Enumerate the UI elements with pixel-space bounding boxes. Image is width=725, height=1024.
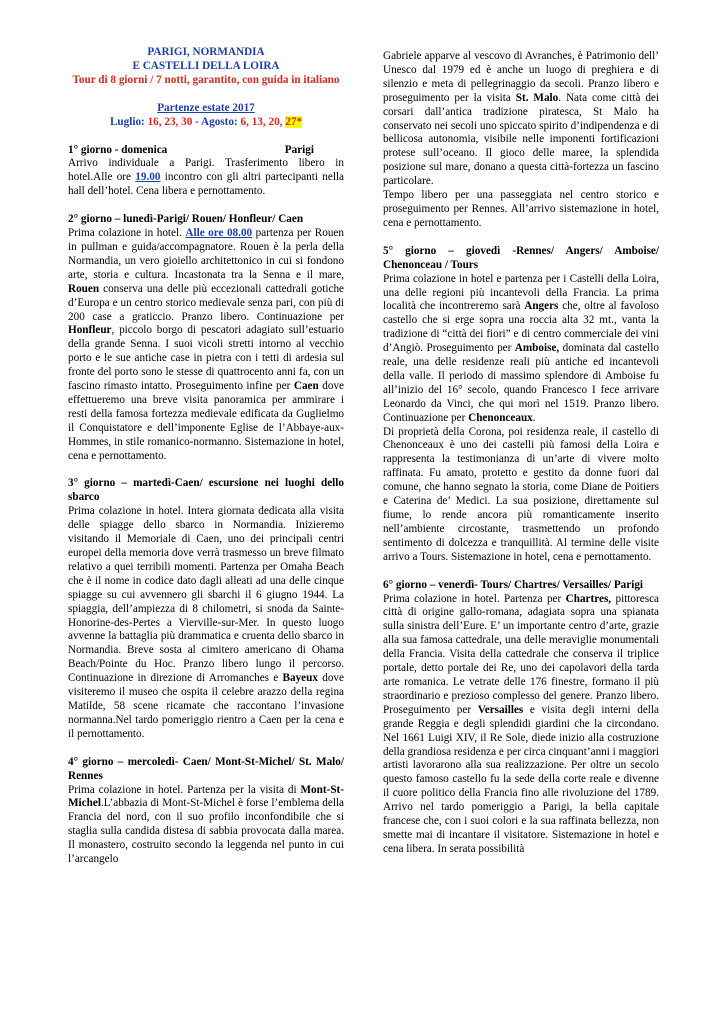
- day1-heading-text: 1° giorno - domenica: [68, 143, 168, 156]
- day4-st-malo: St. Malo: [515, 91, 559, 104]
- day3-text-2: dove visiteremo il museo che ospita il celebre arazzo della regina Matilde, 58 scene ricamate che raccontano l’invasione normanna.Nel tardo pomeriggio rientro a Caen per la cena e il pernottamento.: [68, 672, 344, 740]
- day4-text-2a: .L’abbazia di Mont-St-Michel è forse l’emblema della Francia del nord, con il suo profilo inconfondibile che si staglia sulla candida distesa di sabbia provocata dalla marea. Il monastero, costruito secondo la leggenda nel punto in cui l’arcangelo: [68, 797, 344, 866]
- day6-heading: 6° giorno – venerdì- Tours/ Chartres/ Versailles/ Parigi: [383, 578, 644, 591]
- day2-time: Alle ore 08.00: [185, 227, 253, 240]
- day3-bayeux: Bayeux: [282, 672, 318, 685]
- agosto-dates: 6, 13, 20,: [240, 115, 283, 128]
- agosto-label: - Agosto:: [192, 115, 238, 128]
- day1-heading: [68, 144, 344, 158]
- doc-title-line2: E CASTELLI DELLA LOIRA: [132, 59, 280, 72]
- day2-heading: 2° giorno – lunedì-Parigi/ Rouen/ Honfleur/ Caen: [68, 213, 304, 226]
- day2-caen: Caen: [293, 380, 319, 393]
- day2-body: [68, 227, 344, 463]
- day5-chenonceaux: Chenonceaux: [468, 411, 533, 424]
- day4-body-continued: [383, 50, 659, 189]
- day3-heading: 3° giorno – martedì-Caen/ escursione nei luoghi dello sbarco: [68, 477, 344, 504]
- day4-mont-st-michel: Mont-St-Michel: [68, 783, 344, 810]
- day5-text-3: dominata dal castello reale, una delle residenze reali più antiche ed incantevoli della valle. Il periodo di massimo splendore di Amboise fu all’inizio del 16° secolo, quando Francesco I fece arrivare Leonardo da Vinci, che qui morì nel 1519. Pranzo libero. Continuazione per: [383, 342, 659, 424]
- day6-text-3: e visita degli interni della grande Reggia e degli splendidi giardini che la circondano. Nel 1661 Luigi XIV, il Re Sole, diede inizio alla costruzione della grandiosa residenza e per circa cinquant’anni i maggiori artisti lavorarono alla sua realizzazione. Per oltre un secolo questo famoso castello fu la sede della corte reale e divenne il cuore politico della Francia fino alle rivoluzione del 1789. Arrivo nel tardo pomeriggio a Parigi, la bella capitale francese che, con i suoi colori e la sua raffinata bellezza, non smette mai di incantare il visitatore. Sistemazione in hotel e cena libera. In serata possibilità: [383, 703, 659, 855]
- day6-text-2: pittoresca città di origine gallo-romana, adagiata sopra una spianata sulla sinistra dell’Eure. E’ un importante centro d’arte, grazie alla sua famosa cattedrale, una delle meraviglie monumentali della Francia. Visita della cattedrale che conserva il triplice portale, detto portale dei Re, uno dei capolavori della tarda arte romanica. Le vetrate delle 176 finestre, formano il più straordinario e prezioso complesso del genere. Pranzo libero. Proseguimento per: [383, 592, 659, 716]
- day3-body: [68, 505, 344, 741]
- day6-chartres: Chartres,: [565, 592, 612, 605]
- day5-text-4: .: [532, 411, 536, 424]
- day4-heading: 4° giorno – mercoledì- Caen/ Mont-St-Michel/ St. Malo/ Rennes: [68, 755, 344, 782]
- day5-amboise: Amboise,: [514, 342, 560, 355]
- day6-versailles: Versailles: [477, 703, 524, 716]
- day2-text-5: dove effettueremo una breve visita panoramica per ammirare i resti della famosa fortezza medievale edificata da Guglielmo il Conquistatore e dell’imponente Eglise de l’Abbaye-aux-Hommes, in stile romanico-normanno. Sistemazione in hotel, cena e pernottamento.: [68, 380, 344, 462]
- day5-body: [383, 273, 659, 426]
- day2-text-4: , piccolo borgo di pescatori adagiato sull’estuario della grande Senna. I suoi vicoli stretti intorno al vecchio porto e le sue antiche case in pietra con i tetti di ardesia sul fronte del porto sono le stesse di quattrocento anni fa, con un fascino rimasto intatto. Proseguimento infine per: [68, 324, 344, 393]
- luglio-label: Luglio:: [109, 115, 145, 128]
- day2-text-3: conserva una delle più eccezionali cattedrali gotiche d’Europa e un centro storico medievale senza pari, con più di 200 case a graticcio. Pranzo libero. Continuazione per: [68, 282, 344, 323]
- day6-body: [383, 593, 659, 857]
- day4-text-2b: Gabriele apparve al vescovo di Avranches, è Patrimonio dell’ Unesco dal 1979 ed è anche un luogo di preghiera e di silenzio e meta di pellegrinaggio da secoli. Pranzo libero e proseguimento per la visita: [383, 50, 659, 104]
- day1-place: Parigi: [284, 143, 314, 156]
- day4-body: [68, 784, 344, 867]
- day1-text-2: incontro con gli altri partecipanti nella hall dell’hotel. Cena libera e pernottamento.: [68, 171, 344, 198]
- day2-text-1: Prima colazione in hotel.: [68, 227, 186, 240]
- day5-text-2: che, oltre al favoloso castello che si erge sopra una roccia alta 32 mt., vanta la tradizione di “città dei fiori” e di centro commerciale dei vini d’Angiò. Proseguimento per: [383, 300, 659, 355]
- day1-text-1: Arrivo individuale a Parigi. Trasferimento libero in hotel.Alle ore: [68, 157, 344, 184]
- day3-text-1: Prima colazione in hotel. Intera giornata dedicata alla visita delle spiagge dello sbarco in Normandia. Inizieremo visitando il Memoriale di Caen, uno dei principali centri europei della memoria dove verrà trasmesso un breve filmato relativo a quei terribili momenti. Partenza per Omaha Beach che è il nome in codice dato dagli alleati ad una delle cinque spiagge su cui avvennero gli sbarchi il 6 giugno 1944. La spiaggia, dell’ampiezza di 8 chilometri, si snoda da Sainte-Honorine-des-Pertes a Vierville-sur-Mer. In questo luogo avvenne la battaglia più drammatica e cruenta dello sbarco in Normandia. Breve sosta al cimitero americano di Ohama Beach/Pointe du Hoc. Pranzo libero lungo il percorso. Continuazione in direzione di Arromanches e: [68, 505, 344, 685]
- day4-body-2: Tempo libero per una passeggiata nel centro storico e proseguimento per Rennes. All’arrivo sistemazione in hotel, cena e pernottamento.: [383, 189, 659, 229]
- departures-heading-text: Partenze estate 2017: [157, 101, 255, 114]
- day2-text-2: partenza per Rouen in pullman e guida/accompagnatore. Rouen è la perla della Normandia, un vero gioiello architettonico in cui si fondono arte, storia e cultura. Incastonata tra la Senna e il mare,: [68, 227, 344, 281]
- departures-heading: [68, 102, 344, 116]
- day5-body-2: Di proprietà della Corona, poi residenza reale, il castello di Chenonceaux è uno dei castelli più famosi della Loira e rappresenta la testimonianza di un’arte di vivere molto raffinata. Fu amato, protetto e gestito da donne fuori dal comune, che hanno segnato la storia, come Diane de Poitiers e Caterina de’ Medici. La sua posizione, direttamente sul fiume, lo rende ancora più romanticamente inserito nell’ambiente circostante, trasmettendo un profondo sentimento di dolcezza e tranquillità. Al termine delle visite arrivo a Tours. Sistemazione in hotel, cena e pernottamento.: [383, 425, 659, 563]
- day4-text-1: Prima colazione in hotel. Partenza per la visita di: [68, 783, 301, 796]
- day5-text-1: Prima colazione in hotel e partenza per i Castelli della Loira, una delle regioni più incantevoli della Francia. La prima località che incontreremo sarà: [383, 272, 659, 313]
- doc-title-line1: PARIGI, NORMANDIA: [147, 46, 265, 58]
- doc-subtitle: Tour di 8 giorni / 7 notti, garantito, con guida in italiano: [72, 73, 340, 86]
- right-column: [383, 50, 659, 857]
- day2-rouen: Rouen: [68, 282, 100, 295]
- day6-text-1: Prima colazione in hotel. Partenza per: [383, 592, 566, 605]
- departure-dates: [68, 116, 344, 130]
- left-column: [68, 46, 344, 867]
- day5-angers: Angers: [524, 300, 559, 313]
- day4-text-3: . Nata come città dei corsari dall’antica tradizione piratesca, St Malo ha conservato nei secoli uno spiccato spirito d’indipendenza e di bellicosa autonomia, visibile nelle imponenti fortificazioni protese sull’oceano. Il gioco delle maree, la splendida posizione sul mare, donano a questa città-fortezza un fascino particolare.: [383, 91, 659, 188]
- luglio-dates: 16, 23, 30: [147, 115, 193, 128]
- day2-honfleur: Honfleur: [68, 324, 112, 337]
- agosto-last-date: 27*: [285, 115, 303, 128]
- day1-body: [68, 157, 344, 199]
- day5-heading: 5° giorno – giovedì -Rennes/ Angers/ Amboise/ Chenonceau / Tours: [383, 244, 659, 271]
- day1-time: 19.00: [135, 171, 161, 184]
